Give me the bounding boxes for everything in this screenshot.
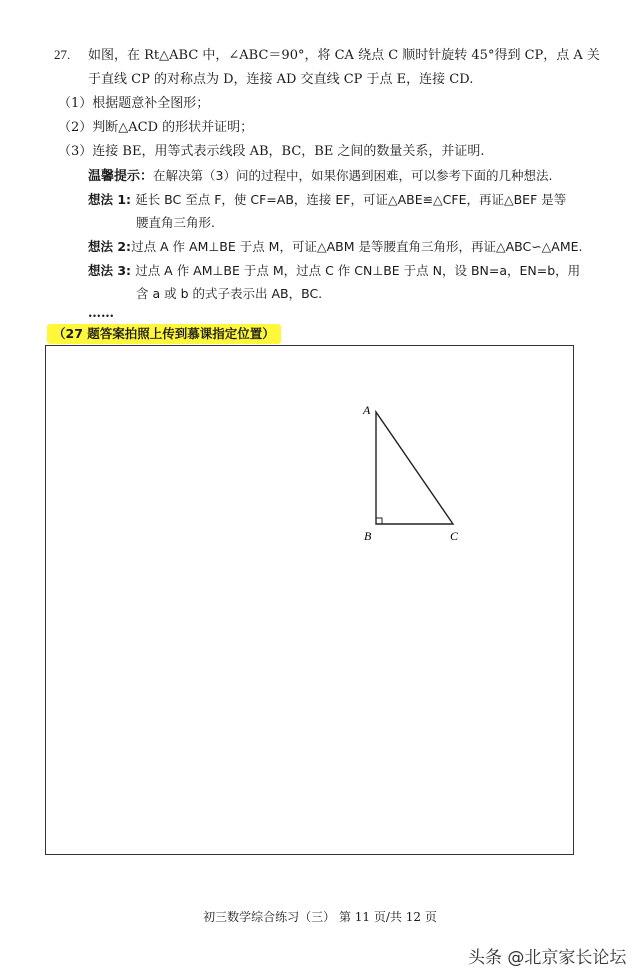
ellipsis: …… [88, 306, 114, 321]
idea-1 [88, 191, 566, 210]
idea-2-label: 想法 2: [88, 239, 132, 254]
hint-text: 在解决第（3）问的过程中，如果你遇到困难，可以参考下面的几种想法. [153, 168, 553, 183]
watermark: 头条 @北京家长论坛 [468, 948, 627, 968]
answer-box [45, 345, 574, 855]
triangle-abc [376, 412, 453, 524]
label-c: C [450, 529, 459, 543]
label-b: B [364, 529, 372, 543]
upload-note: （27 题答案拍照上传到慕课指定位置） [47, 324, 281, 344]
idea-3 [88, 262, 580, 281]
question-stem-line1: 如图，在 Rt△ABC 中，∠ABC＝90°，将 CA 绕点 C 顺时针旋转 45°得到 CP，点 A 关 [88, 48, 600, 63]
idea-1-text: 延长 BC 至点 F，使 CF=AB，连接 EF，可证△ABE≌△CFE，再证△BEF 是等 [135, 192, 567, 207]
part-3: （3）连接 BE，用等式表示线段 AB，BC，BE 之间的数量关系，并证明. [58, 144, 485, 159]
question-number: 27. [54, 47, 71, 62]
idea-3-label: 想法 3: [88, 263, 132, 278]
idea-3-text: 过点 A 作 AM⊥BE 于点 M，过点 C 作 CN⊥BE 于点 N，设 BN=a，EN=b，用 [135, 263, 581, 278]
label-a: A [363, 403, 371, 417]
hint-line [88, 167, 552, 186]
right-angle-marker [376, 518, 382, 524]
page-footer: 初三数学综合练习（三） 第 11 页/共 12 页 [203, 910, 437, 924]
part-2: （2）判断△ACD 的形状并证明； [58, 120, 254, 135]
question-stem-line2: 于直线 CP 的对称点为 D，连接 AD 交直线 CP 于点 E，连接 CD. [88, 72, 474, 87]
idea-1-continuation: 腰直角三角形. [136, 215, 215, 230]
part-1: （1）根据题意补全图形； [58, 96, 210, 111]
idea-1-label: 想法 1: [88, 192, 132, 207]
idea-3-continuation: 含 a 或 b 的式子表示出 AB，BC. [136, 286, 323, 301]
triangle-figure [46, 346, 573, 854]
idea-2 [88, 238, 583, 257]
hint-label: 温馨提示： [88, 169, 154, 184]
idea-2-text: 过点 A 作 AM⊥BE 于点 M，可证△ABM 是等腰直角三角形，再证△ABC∽△AME. [131, 239, 583, 254]
